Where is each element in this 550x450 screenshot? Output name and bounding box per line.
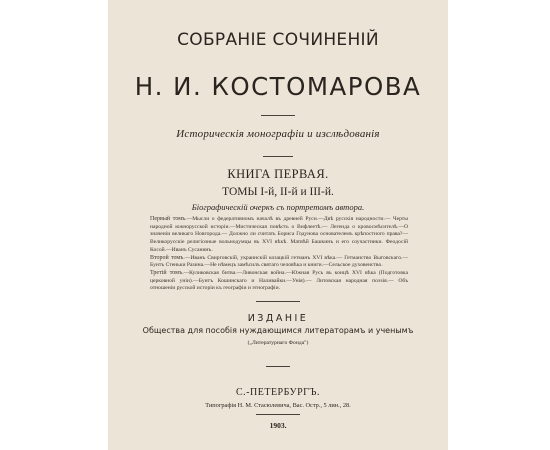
table-of-contents	[150, 216, 408, 293]
contents-label: Первый томъ.	[150, 216, 187, 222]
author-name: Н. И. КОСТОМАРОВА	[134, 72, 422, 101]
divider-middle	[263, 156, 293, 157]
divider-top	[261, 115, 295, 116]
book-number: КНИГА ПЕРВАЯ.	[227, 167, 329, 181]
printer-imprint: Типографія Н. М. Стасюлевича, Вас. Остр., 5 лин., 28.	[205, 402, 351, 409]
title-page	[108, 0, 448, 450]
biography-note: Біографическій очеркъ съ портретомъ автора.	[191, 202, 365, 212]
city: С.-ПЕТЕРБУРГЪ.	[236, 387, 320, 398]
divider-year	[256, 414, 300, 415]
contents-label: Третій томъ.	[150, 269, 184, 276]
publication-year: 1903.	[269, 421, 287, 430]
contents-volume-2	[150, 255, 408, 270]
subtitle: Историческія монографіи и изслѣдованія	[176, 128, 380, 140]
volumes-label: ТОМЫ І-й, ІІ-й и ІІІ-й.	[222, 186, 334, 198]
edition-label: ИЗДАНІЕ	[247, 313, 309, 324]
contents-volume-3	[150, 270, 408, 293]
contents-text: —Иванъ Свирговскій, украинскій козацкій гетманъ XVI вѣка.— Гетманство Выговскаго.—Бунтъ Стеньки Разина.—Не нѣмецъ замѣсилъ святаго человѣка и книги.—Сельское духовенство.	[150, 254, 408, 269]
contents-text: —Куликовская битва.—Ливонская война.—Южная Русь въ концѣ XVI вѣка (Подготовка церковной уніи).—Бунтъ Кошинскаго и Наливайки.—Унія).— Литовская народная поэзія.— Объ отношеніи русской исторіи къ географіи и этнографіи.	[150, 269, 408, 292]
contents-label: Второй томъ.	[150, 254, 185, 261]
collection-heading: СОБРАНІЕ СОЧИНЕНІЙ	[177, 30, 379, 50]
contents-text: —Мысли о федеративномъ началѣ въ древней Руси.—Двѣ русскія народности.— Черты народной южнорусской исторіи.—Мистическая повѣсть о Вифлеетѣ.— Легенда о кровосмѣсителѣ.—О значеніи великаго Новгорода.— Должно ли считать Бориса Годунова основателемъ крѣпостного права?—Великорусскіе религіозные вольнодумцы въ XVI вѣкѣ. Матвѣй Башкинъ и его соучастники. Феодосій Косой.—Иванъ Сусанинъ.	[150, 216, 408, 253]
divider-lower	[256, 301, 300, 302]
publisher-society: Общества для пособія нуждающимся литераторамъ и ученымъ	[142, 326, 414, 335]
contents-volume-1	[150, 216, 408, 255]
literary-fund: („Литературнаго Фонда")	[247, 340, 309, 346]
divider-bottom	[266, 366, 290, 367]
